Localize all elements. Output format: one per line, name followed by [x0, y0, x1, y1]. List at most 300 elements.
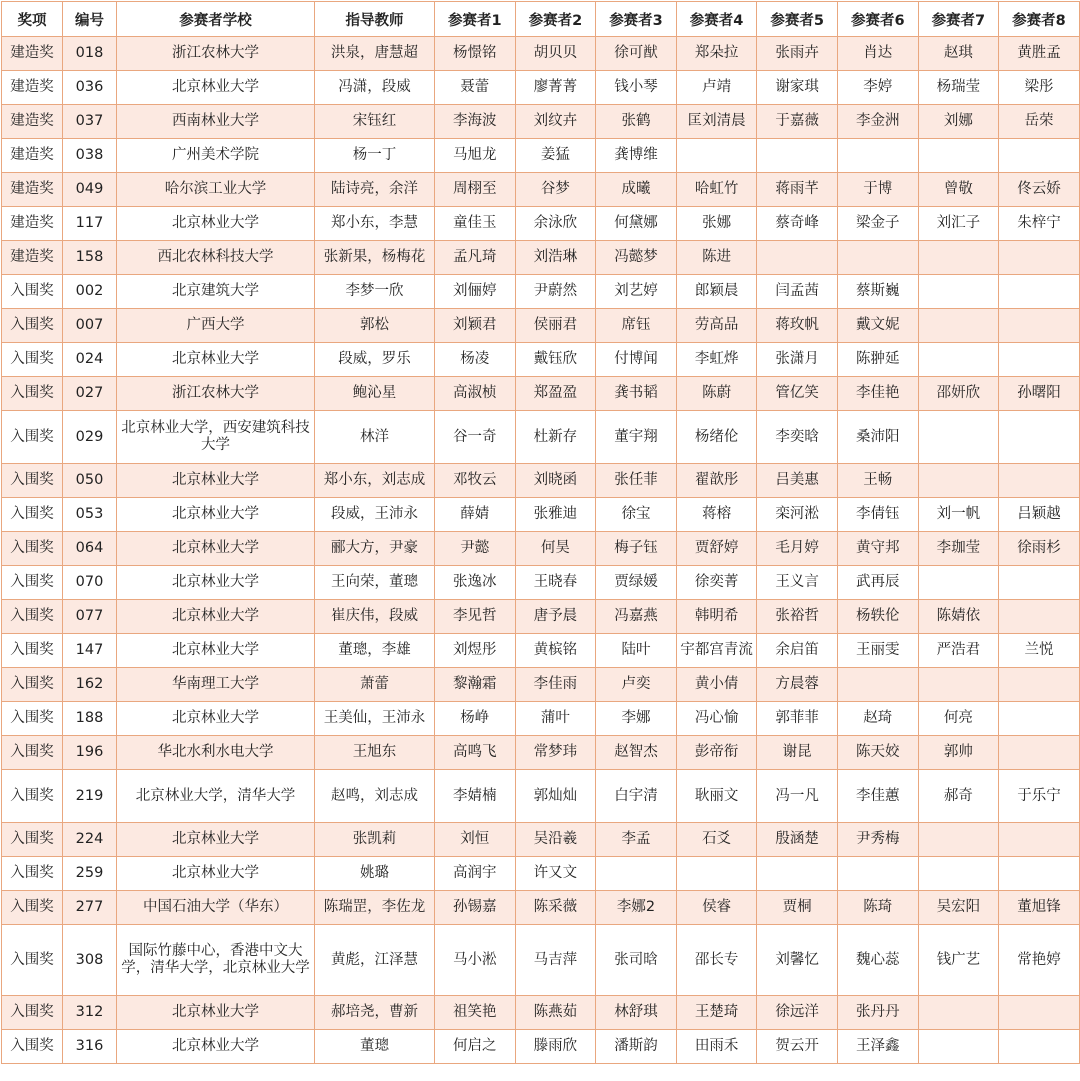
cell-participant-4: 哈虹竹: [676, 173, 757, 207]
cell-teacher: 杨一丁: [315, 139, 435, 173]
cell-participant-7: 刘一帆: [918, 498, 999, 532]
table-row: [2, 343, 1080, 377]
cell-id: 029: [63, 411, 117, 464]
header-participant-7: 参赛者7: [918, 2, 999, 37]
cell-participant-8: 董旭锋: [999, 891, 1080, 925]
header-award: 奖项: [2, 2, 63, 37]
cell-participant-4: 劳高品: [676, 309, 757, 343]
header-participant-3: 参赛者3: [596, 2, 677, 37]
cell-participant-7: 陈婧依: [918, 600, 999, 634]
cell-participant-4: [676, 857, 757, 891]
cell-participant-1: 尹懿: [435, 532, 516, 566]
table-row: [2, 925, 1080, 996]
cell-participant-1: 杨峥: [435, 702, 516, 736]
cell-participant-2: 余泳欣: [515, 207, 596, 241]
cell-participant-2: 陈燕茹: [515, 996, 596, 1030]
cell-participant-5: 余启笛: [757, 634, 838, 668]
cell-participant-1: 孟凡琦: [435, 241, 516, 275]
cell-participant-8: [999, 241, 1080, 275]
cell-participant-7: [918, 996, 999, 1030]
cell-id: 308: [63, 925, 117, 996]
results-table-container: [1, 1, 1079, 1064]
cell-participant-4: 卢靖: [676, 71, 757, 105]
cell-participant-1: 何启之: [435, 1030, 516, 1064]
cell-participant-7: [918, 343, 999, 377]
cell-participant-4: 陈蔚: [676, 377, 757, 411]
cell-participant-8: [999, 600, 1080, 634]
cell-teacher: 陈瑞罡，李佐龙: [315, 891, 435, 925]
cell-participant-6: 王畅: [837, 464, 918, 498]
cell-award: 入围奖: [2, 343, 63, 377]
cell-id: 077: [63, 600, 117, 634]
table-row: [2, 464, 1080, 498]
cell-participant-6: 尹秀梅: [837, 823, 918, 857]
cell-participant-7: 郭帅: [918, 736, 999, 770]
cell-participant-5: 王义言: [757, 566, 838, 600]
cell-id: 316: [63, 1030, 117, 1064]
cell-participant-1: 孙锡嘉: [435, 891, 516, 925]
cell-participant-7: [918, 464, 999, 498]
cell-participant-4: 黄小倩: [676, 668, 757, 702]
table-row: [2, 532, 1080, 566]
cell-id: 064: [63, 532, 117, 566]
cell-participant-3: 潘斯韵: [596, 1030, 677, 1064]
cell-participant-8: [999, 996, 1080, 1030]
cell-participant-5: 徐远洋: [757, 996, 838, 1030]
cell-participant-2: 吴沿羲: [515, 823, 596, 857]
table-row: [2, 600, 1080, 634]
cell-award: 入围奖: [2, 702, 63, 736]
cell-participant-8: 岳荣: [999, 105, 1080, 139]
cell-participant-5: 冯一凡: [757, 770, 838, 823]
cell-participant-6: 武再辰: [837, 566, 918, 600]
cell-participant-7: [918, 309, 999, 343]
cell-id: 117: [63, 207, 117, 241]
cell-participant-6: 梁金子: [837, 207, 918, 241]
cell-id: 277: [63, 891, 117, 925]
header-participant-2: 参赛者2: [515, 2, 596, 37]
cell-award: 入围奖: [2, 925, 63, 996]
cell-participant-3: 梅子钰: [596, 532, 677, 566]
cell-participant-7: [918, 275, 999, 309]
cell-participant-3: 林舒琪: [596, 996, 677, 1030]
cell-id: 158: [63, 241, 117, 275]
cell-id: 049: [63, 173, 117, 207]
cell-id: 027: [63, 377, 117, 411]
table-row: [2, 668, 1080, 702]
cell-participant-6: 于博: [837, 173, 918, 207]
cell-teacher: 郑小东，李慧: [315, 207, 435, 241]
header-participant-8: 参赛者8: [999, 2, 1080, 37]
cell-participant-8: [999, 668, 1080, 702]
cell-participant-6: 李金洲: [837, 105, 918, 139]
cell-school: 北京林业大学: [117, 343, 315, 377]
cell-participant-2: 李佳雨: [515, 668, 596, 702]
cell-participant-8: [999, 857, 1080, 891]
cell-award: 建造奖: [2, 105, 63, 139]
cell-award: 入围奖: [2, 309, 63, 343]
cell-participant-1: 谷一奇: [435, 411, 516, 464]
table-row: [2, 702, 1080, 736]
cell-award: 建造奖: [2, 71, 63, 105]
cell-participant-2: 陈采薇: [515, 891, 596, 925]
cell-award: 入围奖: [2, 668, 63, 702]
cell-award: 入围奖: [2, 857, 63, 891]
cell-participant-3: 刘艺婷: [596, 275, 677, 309]
cell-award: 入围奖: [2, 823, 63, 857]
table-row: [2, 71, 1080, 105]
cell-participant-7: 赵琪: [918, 37, 999, 71]
cell-participant-8: 于乐宁: [999, 770, 1080, 823]
table-row: [2, 37, 1080, 71]
table-row: [2, 891, 1080, 925]
cell-participant-1: 刘恒: [435, 823, 516, 857]
cell-participant-5: 谢家琪: [757, 71, 838, 105]
cell-participant-1: 刘颖君: [435, 309, 516, 343]
cell-participant-2: 刘纹卉: [515, 105, 596, 139]
cell-participant-4: 翟歆彤: [676, 464, 757, 498]
cell-participant-3: 贾绿媛: [596, 566, 677, 600]
cell-participant-2: 戴钰欣: [515, 343, 596, 377]
table-row: [2, 857, 1080, 891]
cell-participant-8: 佟云娇: [999, 173, 1080, 207]
header-participant-4: 参赛者4: [676, 2, 757, 37]
table-row: [2, 139, 1080, 173]
cell-participant-6: 王泽鑫: [837, 1030, 918, 1064]
cell-award: 入围奖: [2, 275, 63, 309]
cell-participant-4: 李虹烨: [676, 343, 757, 377]
cell-participant-2: 尹蔚然: [515, 275, 596, 309]
cell-participant-7: 刘娜: [918, 105, 999, 139]
cell-school: 华北水利水电大学: [117, 736, 315, 770]
cell-participant-1: 聂蕾: [435, 71, 516, 105]
cell-school: 西北农林科技大学: [117, 241, 315, 275]
cell-school: 华南理工大学: [117, 668, 315, 702]
cell-teacher: 张新果，杨梅花: [315, 241, 435, 275]
cell-participant-5: 方晨蓉: [757, 668, 838, 702]
cell-school: 北京林业大学: [117, 71, 315, 105]
cell-id: 259: [63, 857, 117, 891]
cell-participant-6: 肖达: [837, 37, 918, 71]
cell-participant-7: 严浩君: [918, 634, 999, 668]
cell-participant-6: 杨轶伦: [837, 600, 918, 634]
header-id: 编号: [63, 2, 117, 37]
cell-participant-7: [918, 1030, 999, 1064]
cell-participant-5: 蒋雨芊: [757, 173, 838, 207]
cell-participant-5: 吕美惠: [757, 464, 838, 498]
cell-participant-1: 杨凌: [435, 343, 516, 377]
cell-participant-4: [676, 139, 757, 173]
cell-participant-6: 赵琦: [837, 702, 918, 736]
header-participant-1: 参赛者1: [435, 2, 516, 37]
table-row: [2, 275, 1080, 309]
cell-teacher: 董璁: [315, 1030, 435, 1064]
cell-participant-3: 龚博维: [596, 139, 677, 173]
cell-participant-5: 张雨卉: [757, 37, 838, 71]
award-results-table: [1, 1, 1080, 1064]
cell-award: 入围奖: [2, 566, 63, 600]
cell-participant-5: 谢昆: [757, 736, 838, 770]
table-row: [2, 105, 1080, 139]
cell-participant-3: 卢奕: [596, 668, 677, 702]
cell-participant-5: 蔡奇峰: [757, 207, 838, 241]
cell-participant-3: 李娜2: [596, 891, 677, 925]
cell-id: 196: [63, 736, 117, 770]
cell-id: 219: [63, 770, 117, 823]
cell-participant-8: [999, 464, 1080, 498]
cell-participant-5: 蒋玫帆: [757, 309, 838, 343]
cell-teacher: 郭松: [315, 309, 435, 343]
cell-participant-2: 胡贝贝: [515, 37, 596, 71]
cell-award: 入围奖: [2, 1030, 63, 1064]
cell-id: 147: [63, 634, 117, 668]
cell-participant-7: [918, 668, 999, 702]
cell-id: 037: [63, 105, 117, 139]
cell-participant-3: 赵智杰: [596, 736, 677, 770]
cell-school: 北京林业大学: [117, 207, 315, 241]
cell-participant-3: 徐宝: [596, 498, 677, 532]
cell-participant-6: 李佳蕙: [837, 770, 918, 823]
cell-participant-4: 田雨禾: [676, 1030, 757, 1064]
cell-school: 国际竹藤中心，香港中文大学，清华大学，北京林业大学: [117, 925, 315, 996]
cell-participant-2: 杜新存: [515, 411, 596, 464]
cell-participant-6: 李倩钰: [837, 498, 918, 532]
cell-participant-6: 王丽雯: [837, 634, 918, 668]
table-row: [2, 173, 1080, 207]
cell-teacher: 郝培尧，曹新: [315, 996, 435, 1030]
cell-id: 002: [63, 275, 117, 309]
table-row: [2, 566, 1080, 600]
cell-participant-3: 董宇翔: [596, 411, 677, 464]
cell-participant-5: 张裕哲: [757, 600, 838, 634]
cell-participant-5: 殷涵楚: [757, 823, 838, 857]
cell-participant-6: 陈翀延: [837, 343, 918, 377]
cell-participant-8: 常艳婷: [999, 925, 1080, 996]
table-row: [2, 823, 1080, 857]
cell-id: 312: [63, 996, 117, 1030]
cell-participant-4: 冯心愉: [676, 702, 757, 736]
cell-id: 050: [63, 464, 117, 498]
cell-school: 浙江农林大学: [117, 37, 315, 71]
cell-participant-8: [999, 702, 1080, 736]
cell-participant-3: 冯懿梦: [596, 241, 677, 275]
cell-teacher: 李梦一欣: [315, 275, 435, 309]
cell-participant-3: 成曦: [596, 173, 677, 207]
cell-award: 建造奖: [2, 207, 63, 241]
cell-school: 哈尔滨工业大学: [117, 173, 315, 207]
header-row: [2, 2, 1080, 37]
cell-award: 入围奖: [2, 600, 63, 634]
cell-participant-2: 姜猛: [515, 139, 596, 173]
cell-participant-5: [757, 241, 838, 275]
cell-participant-2: 黄槟铭: [515, 634, 596, 668]
cell-participant-5: 管亿笑: [757, 377, 838, 411]
cell-participant-8: [999, 566, 1080, 600]
cell-school: 北京林业大学: [117, 498, 315, 532]
cell-participant-6: [837, 668, 918, 702]
table-body: [2, 37, 1080, 1064]
table-row: [2, 634, 1080, 668]
cell-participant-3: 龚书韬: [596, 377, 677, 411]
cell-participant-3: 李娜: [596, 702, 677, 736]
cell-participant-7: [918, 823, 999, 857]
cell-participant-8: [999, 736, 1080, 770]
cell-teacher: 段威，罗乐: [315, 343, 435, 377]
cell-participant-1: 邓牧云: [435, 464, 516, 498]
table-row: [2, 411, 1080, 464]
cell-participant-1: 李海波: [435, 105, 516, 139]
cell-participant-2: 廖菁菁: [515, 71, 596, 105]
cell-participant-7: 杨瑞莹: [918, 71, 999, 105]
cell-school: 北京林业大学: [117, 566, 315, 600]
cell-participant-5: 闫孟茜: [757, 275, 838, 309]
cell-award: 入围奖: [2, 891, 63, 925]
cell-participant-2: 蒲叶: [515, 702, 596, 736]
cell-teacher: 冯潇，段威: [315, 71, 435, 105]
cell-participant-5: 贾桐: [757, 891, 838, 925]
cell-participant-2: 滕雨欣: [515, 1030, 596, 1064]
cell-participant-3: 白宇清: [596, 770, 677, 823]
cell-participant-1: 杨憬铭: [435, 37, 516, 71]
cell-participant-8: 兰悦: [999, 634, 1080, 668]
cell-participant-1: 周栩至: [435, 173, 516, 207]
cell-participant-1: 李婧楠: [435, 770, 516, 823]
cell-teacher: 崔庆伟，段威: [315, 600, 435, 634]
cell-participant-3: 付博闻: [596, 343, 677, 377]
cell-participant-3: 冯嘉燕: [596, 600, 677, 634]
cell-participant-4: 陈进: [676, 241, 757, 275]
cell-teacher: 张凯莉: [315, 823, 435, 857]
table-row: [2, 1030, 1080, 1064]
cell-id: 024: [63, 343, 117, 377]
cell-award: 入围奖: [2, 464, 63, 498]
cell-teacher: 郦大方，尹豪: [315, 532, 435, 566]
cell-participant-8: [999, 411, 1080, 464]
cell-school: 北京林业大学: [117, 702, 315, 736]
cell-participant-3: [596, 857, 677, 891]
header-teacher: 指导教师: [315, 2, 435, 37]
cell-participant-4: 张娜: [676, 207, 757, 241]
cell-participant-7: 李珈莹: [918, 532, 999, 566]
cell-award: 入围奖: [2, 411, 63, 464]
cell-school: 北京林业大学: [117, 996, 315, 1030]
cell-participant-6: 李婷: [837, 71, 918, 105]
cell-participant-7: 钱广艺: [918, 925, 999, 996]
cell-participant-6: 魏心蕊: [837, 925, 918, 996]
cell-participant-4: 侯睿: [676, 891, 757, 925]
table-row: [2, 377, 1080, 411]
cell-participant-1: 马小淞: [435, 925, 516, 996]
cell-participant-5: 李奕晗: [757, 411, 838, 464]
cell-participant-2: 刘晓函: [515, 464, 596, 498]
cell-participant-2: 侯丽君: [515, 309, 596, 343]
cell-participant-3: 席钰: [596, 309, 677, 343]
header-participant-5: 参赛者5: [757, 2, 838, 37]
cell-participant-5: 郭菲菲: [757, 702, 838, 736]
cell-participant-6: 李佳艳: [837, 377, 918, 411]
cell-participant-6: 黄守邦: [837, 532, 918, 566]
cell-participant-8: 孙曙阳: [999, 377, 1080, 411]
table-row: [2, 498, 1080, 532]
cell-participant-8: 朱梓宁: [999, 207, 1080, 241]
cell-award: 入围奖: [2, 377, 63, 411]
cell-participant-4: 杨绪伦: [676, 411, 757, 464]
cell-id: 070: [63, 566, 117, 600]
cell-participant-6: 陈天姣: [837, 736, 918, 770]
header-school: 参赛者学校: [117, 2, 315, 37]
cell-participant-2: 张雅迪: [515, 498, 596, 532]
cell-award: 入围奖: [2, 532, 63, 566]
cell-participant-4: 贾舒婷: [676, 532, 757, 566]
cell-participant-5: 贺云开: [757, 1030, 838, 1064]
table-row: [2, 241, 1080, 275]
cell-participant-1: 高鸣飞: [435, 736, 516, 770]
cell-participant-7: 曾敬: [918, 173, 999, 207]
cell-participant-5: 刘馨忆: [757, 925, 838, 996]
cell-participant-1: 高淑桢: [435, 377, 516, 411]
cell-participant-6: [837, 857, 918, 891]
cell-participant-4: 王楚琦: [676, 996, 757, 1030]
cell-participant-4: 郎颖晨: [676, 275, 757, 309]
cell-participant-1: 刘煜彤: [435, 634, 516, 668]
cell-award: 建造奖: [2, 139, 63, 173]
cell-participant-5: [757, 857, 838, 891]
cell-participant-7: [918, 857, 999, 891]
cell-participant-4: 蒋榕: [676, 498, 757, 532]
cell-participant-8: [999, 139, 1080, 173]
table-row: [2, 996, 1080, 1030]
cell-school: 北京林业大学: [117, 464, 315, 498]
cell-teacher: 萧蕾: [315, 668, 435, 702]
header-participant-6: 参赛者6: [837, 2, 918, 37]
cell-participant-6: [837, 139, 918, 173]
cell-teacher: 鲍沁星: [315, 377, 435, 411]
cell-participant-4: 宇都宫青流: [676, 634, 757, 668]
cell-participant-7: [918, 139, 999, 173]
cell-participant-2: 马吉萍: [515, 925, 596, 996]
cell-school: 北京林业大学: [117, 1030, 315, 1064]
cell-participant-3: 张鹤: [596, 105, 677, 139]
cell-award: 入围奖: [2, 770, 63, 823]
cell-participant-8: 梁彤: [999, 71, 1080, 105]
cell-id: 007: [63, 309, 117, 343]
cell-participant-7: 邵妍欣: [918, 377, 999, 411]
cell-participant-5: 于嘉薇: [757, 105, 838, 139]
cell-participant-1: 薛婧: [435, 498, 516, 532]
cell-id: 018: [63, 37, 117, 71]
cell-participant-6: 陈琦: [837, 891, 918, 925]
cell-school: 中国石油大学（华东）: [117, 891, 315, 925]
cell-participant-2: 常梦玮: [515, 736, 596, 770]
cell-participant-3: 张任菲: [596, 464, 677, 498]
cell-participant-3: 李孟: [596, 823, 677, 857]
cell-school: 北京林业大学: [117, 600, 315, 634]
cell-id: 224: [63, 823, 117, 857]
cell-teacher: 林洋: [315, 411, 435, 464]
cell-participant-8: [999, 1030, 1080, 1064]
cell-award: 入围奖: [2, 736, 63, 770]
cell-award: 建造奖: [2, 173, 63, 207]
cell-participant-7: 郝奇: [918, 770, 999, 823]
cell-award: 入围奖: [2, 634, 63, 668]
cell-id: 038: [63, 139, 117, 173]
cell-teacher: 董璁，李雄: [315, 634, 435, 668]
cell-participant-1: 刘俪婷: [435, 275, 516, 309]
cell-participant-3: 徐可猷: [596, 37, 677, 71]
cell-participant-1: 李见哲: [435, 600, 516, 634]
cell-participant-4: 石爻: [676, 823, 757, 857]
cell-teacher: 郑小东，刘志成: [315, 464, 435, 498]
